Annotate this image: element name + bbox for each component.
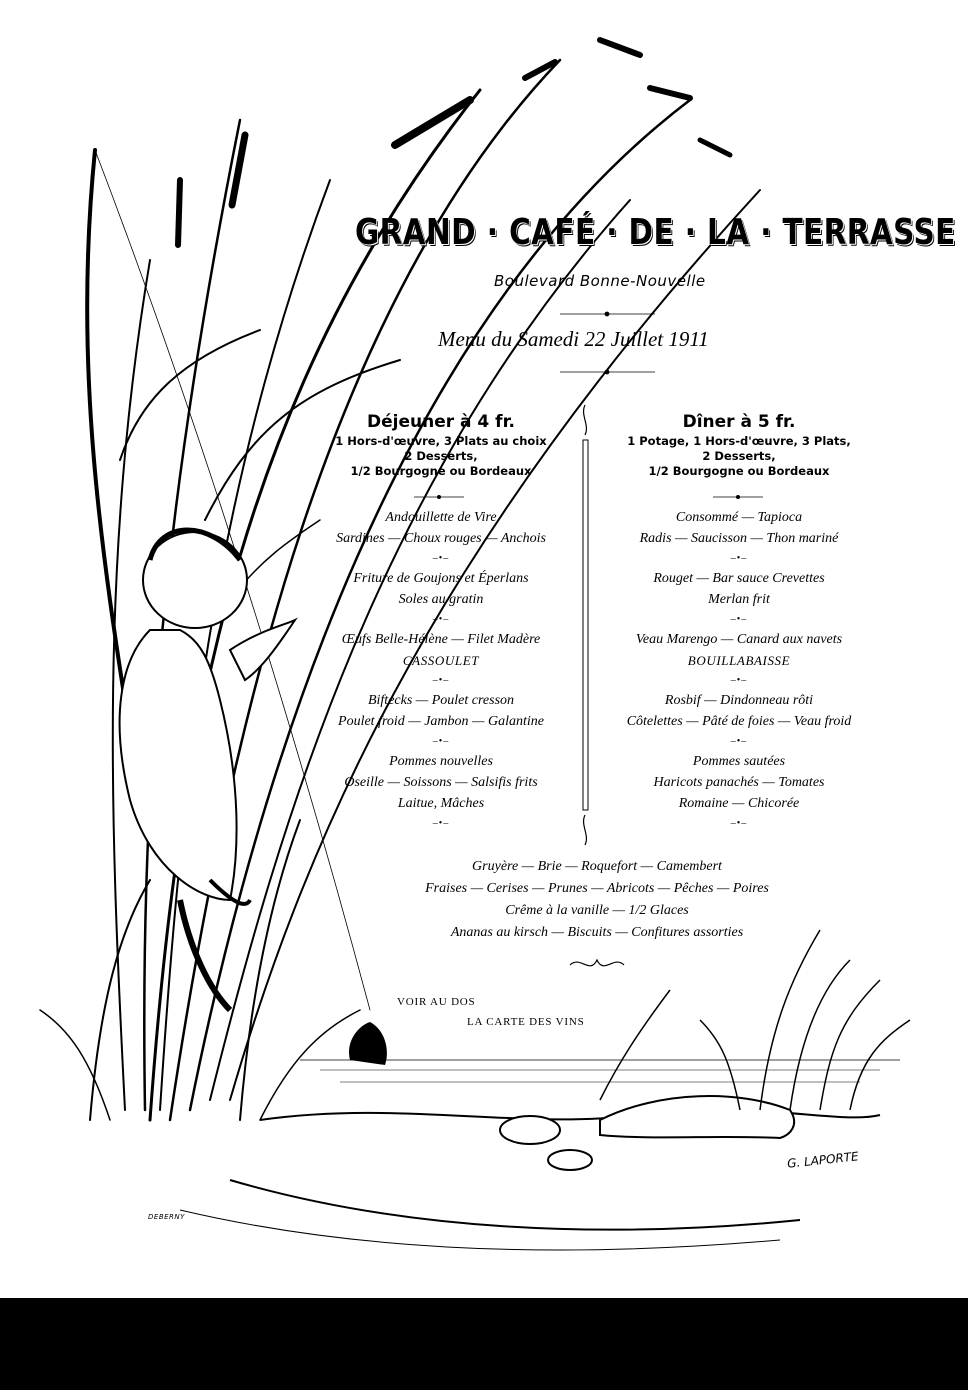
menu-date: Menu du Samedi 22 Juillet 1911 xyxy=(438,327,709,351)
engraver-signature: DEBERNY xyxy=(148,1213,185,1221)
restaurant-title: GRAND · CAFÉ · DE · LA · TERRASSE xyxy=(355,212,956,253)
dish: Veau Marengo — Canard aux navets xyxy=(635,632,843,647)
common-line: Gruyère — Brie — Roquefort — Camembert xyxy=(472,859,722,874)
dish: Laitue, Mâches xyxy=(397,796,485,811)
separator: –•– xyxy=(432,675,450,686)
separator: –•– xyxy=(730,675,748,686)
dish: Sardines — Choux rouges — Anchois xyxy=(336,531,546,546)
dejeuner-column xyxy=(300,410,582,833)
diner-line: 1/2 Bourgogne ou Bordeaux xyxy=(648,464,830,478)
dish: Rosbif — Dindonneau rôti xyxy=(664,693,814,708)
dish: Consommé — Tapioca xyxy=(675,510,803,525)
separator: –•– xyxy=(432,553,450,564)
address-subtitle: Boulevard Bonne-Nouvelle xyxy=(494,272,706,290)
common-line: Ananas au kirsch — Biscuits — Confitures assorties xyxy=(450,925,744,940)
dish: Pommes nouvelles xyxy=(389,754,493,769)
dish: Haricots panachés — Tomates xyxy=(653,775,825,790)
common-line: Fraises — Cerises — Prunes — Abricots — Pêches — Poires xyxy=(425,881,769,896)
dish: Friture de Goujons et Éperlans xyxy=(353,571,529,586)
dish: Œufs Belle-Hélène — Filet Madère xyxy=(341,632,541,647)
dish: Côtelettes — Pâté de foies — Veau froid xyxy=(626,714,852,729)
diner-line: 2 Desserts, xyxy=(702,449,776,463)
separator: –•– xyxy=(432,818,450,829)
separator: –•– xyxy=(432,614,450,625)
dish: Andouillette de Vire xyxy=(385,510,497,525)
dish: Romaine — Chicorée xyxy=(678,796,800,811)
dejeuner-line: 2 Desserts, xyxy=(404,449,478,463)
common-line: Crême à la vanille — 1/2 Glaces xyxy=(505,903,689,918)
diner-line: 1 Potage, 1 Hors-d'œuvre, 3 Plats, xyxy=(627,434,851,448)
separator: –•– xyxy=(730,553,748,564)
separator: –•– xyxy=(432,736,450,747)
wine-note-line1: VOIR AU DOS xyxy=(397,996,476,1008)
dejeuner-heading: Déjeuner à 4 fr. xyxy=(367,412,515,432)
wine-note-line2: LA CARTE DES VINS xyxy=(467,1016,585,1028)
dish: Merlan frit xyxy=(708,592,770,607)
dish: Rouget — Bar sauce Crevettes xyxy=(653,571,825,586)
separator: –•– xyxy=(730,736,748,747)
dejeuner-line: 1/2 Bourgogne ou Bordeaux xyxy=(350,464,532,478)
dish: CASSOULET xyxy=(402,653,480,668)
dish: Biftecks — Poulet cresson xyxy=(367,693,515,708)
separator: –•– xyxy=(730,818,748,829)
diner-column xyxy=(594,410,884,833)
dish: Pommes sautées xyxy=(692,754,786,769)
common-courses xyxy=(360,856,834,944)
diner-heading: Dîner à 5 fr. xyxy=(682,412,796,432)
black-footer-band xyxy=(0,1298,968,1390)
separator: –•– xyxy=(730,614,748,625)
dish: Poulet froid — Jambon — Galantine xyxy=(338,714,544,729)
dejeuner-line: 1 Hors-d'œuvre, 3 Plats au choix xyxy=(335,434,547,448)
dish: BOUILLABAISSE xyxy=(687,653,791,668)
dish: Oseille — Soissons — Salsifis frits xyxy=(344,775,538,790)
dish: Radis — Saucisson — Thon mariné xyxy=(639,531,839,546)
artist-signature: G. LAPORTE xyxy=(786,1149,860,1171)
dish: Soles au gratin xyxy=(398,592,484,607)
